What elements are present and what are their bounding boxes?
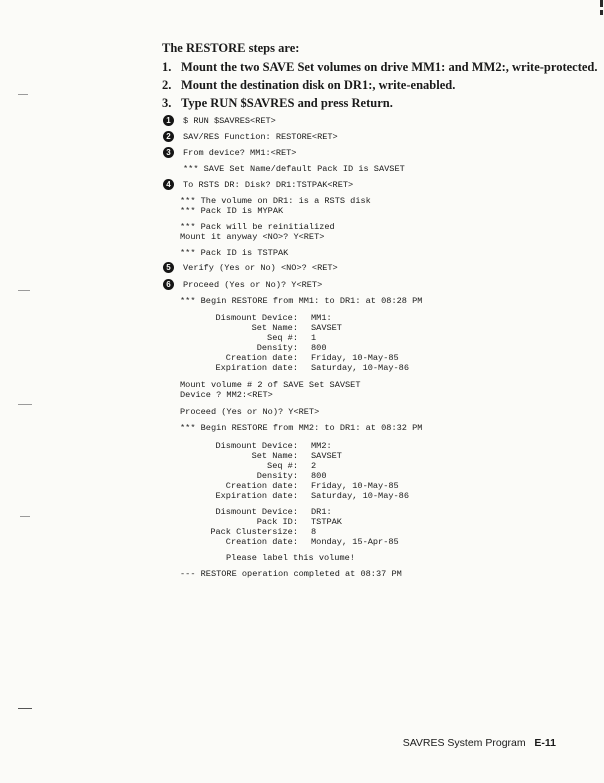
table-label: Pack ID: [256,517,298,527]
table-value: 8 [311,527,317,537]
callout-3-icon: 3 [163,147,174,158]
page-footer [403,737,556,749]
table-value: SAVSET [311,451,342,461]
terminal-line: *** Pack ID is TSTPAK [180,248,289,258]
terminal-line: Mount volume # 2 of SAVE Set SAVSET [180,380,361,390]
terminal-line: *** Begin RESTORE from MM1: to DR1: at 08:28 PM [180,296,423,306]
table-label: Seq #: [267,461,298,471]
table-label: Dismount Device: [215,507,298,517]
table-label: Dismount Device: [215,313,298,323]
step-number: 3. [162,96,172,110]
step-text: Mount the two SAVE Set volumes on drive MM1: and MM2:, write-protected. [181,60,598,74]
page-number: E-11 [534,737,556,749]
step-number: 2. [162,78,172,92]
table-value: MM2: [311,441,332,451]
terminal-line: *** SAVE Set Name/default Pack ID is SAVSET [183,164,405,174]
table-label: Dismount Device: [215,441,298,451]
terminal-line: *** Begin RESTORE from MM2: to DR1: at 08:32 PM [180,423,423,433]
margin-mark [18,290,30,291]
table-value: 2 [311,461,317,471]
callout-4-icon: 4 [163,179,174,190]
terminal-line: *** The volume on DR1: is a RSTS disk [180,196,371,206]
terminal-line: From device? MM1:<RET> [183,148,297,158]
callout-6-icon: 6 [163,279,174,290]
terminal-line: Mount it anyway <NO>? Y<RET> [180,232,325,242]
footer-title: SAVRES System Program [402,737,526,749]
table-value: Saturday, 10-May-86 [311,491,409,501]
terminal-line: Please label this volume! [226,553,355,563]
table-value: Saturday, 10-May-86 [311,363,409,373]
margin-mark [18,94,28,95]
callout-1-icon: 1 [163,115,174,126]
table-label: Seq #: [267,333,298,343]
table-value: DR1: [311,507,332,517]
step-number: 1. [162,60,172,74]
table-value: MM1: [311,313,332,323]
terminal-line: *** Pack will be reinitialized [180,222,335,232]
table-label: Pack Clustersize: [210,527,298,537]
table-value: Friday, 10-May-85 [311,481,399,491]
table-value: SAVSET [311,323,342,333]
table-label: Density: [256,471,298,481]
corner-mark [600,10,603,15]
terminal-line: Device ? MM2:<RET> [180,390,273,400]
terminal-line: Proceed (Yes or No)? Y<RET> [183,280,323,290]
terminal-line: SAV/RES Function: RESTORE<RET> [183,132,338,142]
table-label: Set Name: [251,323,298,333]
table-label: Creation date: [225,481,298,491]
terminal-line: --- RESTORE operation completed at 08:37 PM [180,569,402,579]
table-value: TSTPAK [311,517,342,527]
table-label: Set Name: [251,451,298,461]
terminal-line: $ RUN $SAVRES<RET> [183,116,276,126]
terminal-line: Proceed (Yes or No)? Y<RET> [180,407,320,417]
table-value: 800 [311,471,327,481]
table-label: Expiration date: [215,491,298,501]
terminal-line: To RSTS DR: Disk? DR1:TSTPAK<RET> [183,180,354,190]
terminal-line: *** Pack ID is MYPAK [180,206,284,216]
table-label: Density: [256,343,298,353]
callout-2-icon: 2 [163,131,174,142]
section-heading: The RESTORE steps are: [162,41,300,55]
table-label: Creation date: [225,537,298,547]
table-label: Expiration date: [215,363,298,373]
table-value: Monday, 15-Apr-85 [311,537,399,547]
table-value: Friday, 10-May-85 [311,353,399,363]
margin-mark [18,708,32,709]
margin-mark [18,404,32,405]
step-text: Type RUN $SAVRES and press Return. [181,96,393,110]
terminal-line: Verify (Yes or No) <NO>? <RET> [183,263,338,273]
table-value: 800 [311,343,327,353]
corner-mark [600,0,603,7]
margin-mark [20,516,30,517]
table-value: 1 [311,333,317,343]
step-text: Mount the destination disk on DR1:, write-enabled. [181,78,456,92]
table-label: Creation date: [225,353,298,363]
callout-5-icon: 5 [163,262,174,273]
